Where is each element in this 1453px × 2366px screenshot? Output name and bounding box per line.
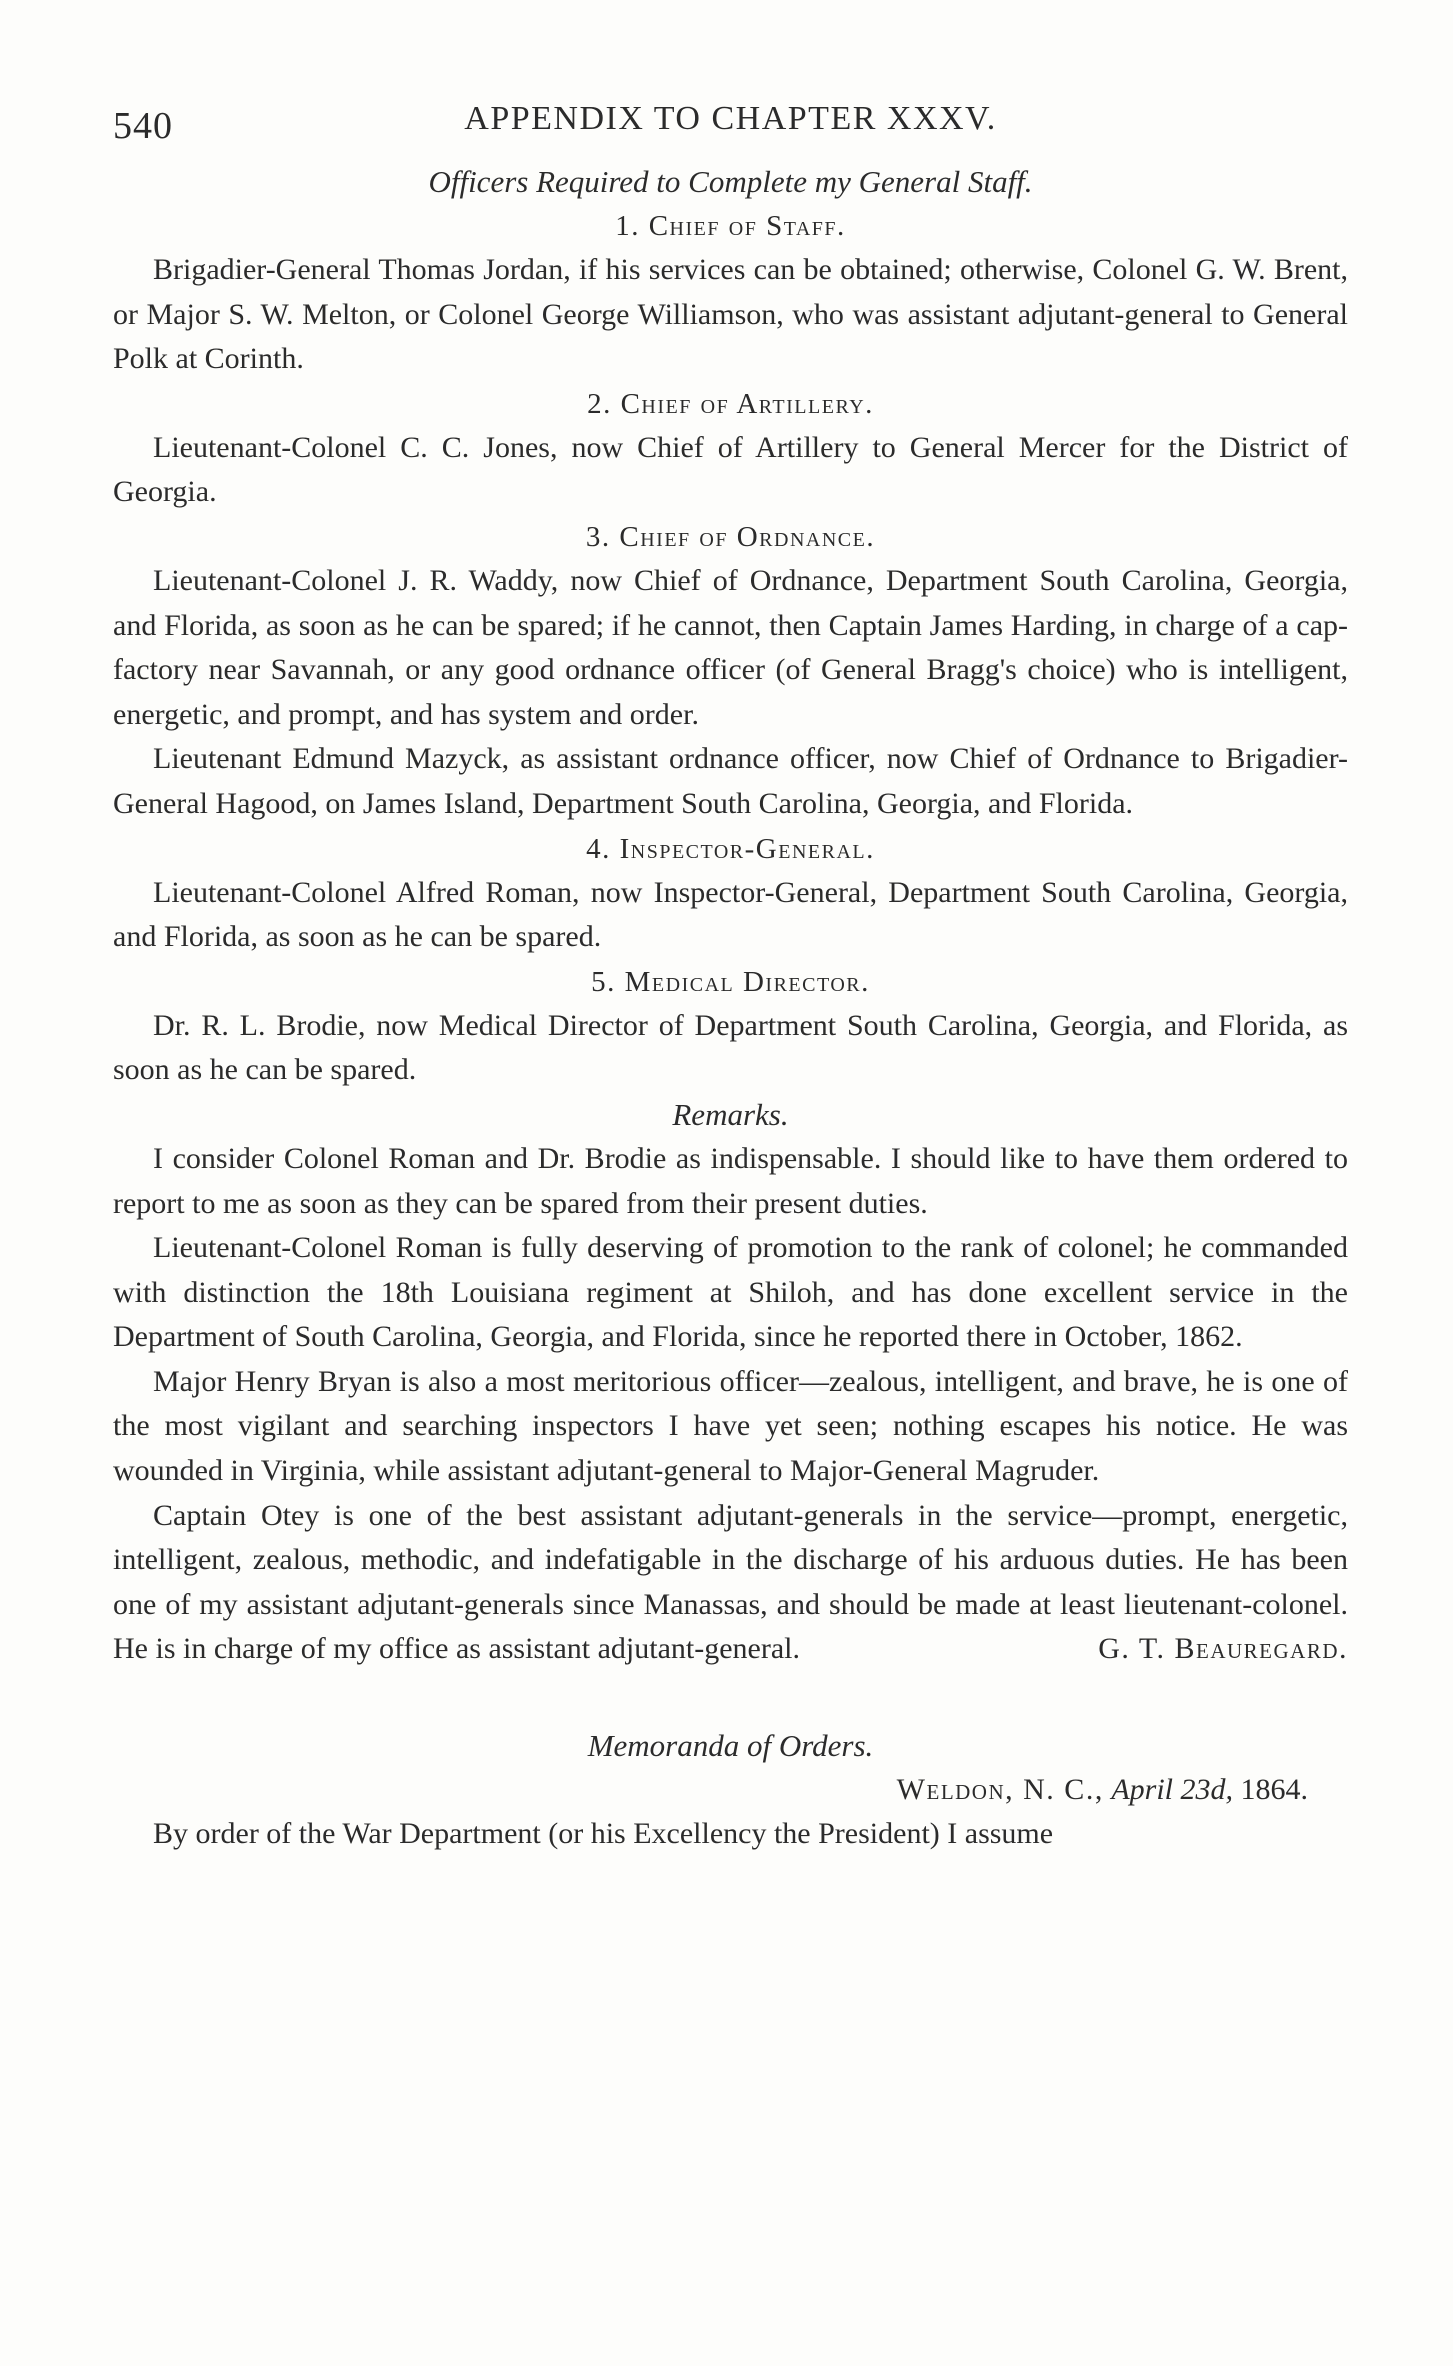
remarks-last-paragraph-text: Captain Otey is one of the best assistant adjutant-generals in the service—prompt, energetic, intelligent, zealous, methodic, and indefatigable in the discharge of his arduous duties. He has been one of my assistant adjutant-generals since Manassas, and should be made at least lieutenant-colonel. He is in charge of my office as assistant adjutant-general. [113,1498,1348,1666]
paragraph-chief-of-artillery: Lieutenant-Colonel C. C. Jones, now Chief of Artillery to General Mercer for the District of Georgia. [113,430,1348,509]
section-heading-inspector-general: 4. Inspector-General. [586,832,875,865]
paragraph-chief-of-staff: Brigadier-General Thomas Jordan, if his services can be obtained; otherwise, Colonel G. W. Brent, or Major S. W. Melton, or Colonel George Williamson, who was assistant adjutant-general to General Polk at Corinth. [113,253,1348,376]
paragraph-medical-director: Dr. R. L. Brodie, now Medical Director of Department South Carolina, Georgia, and Florida, as soon as he can be spared. [113,1008,1348,1087]
document-page [113,90,1348,1857]
dateline-date: April 23d, [1111,1773,1233,1807]
memoranda-title: Memoranda of Orders. [587,1728,874,1764]
staff-title: Officers Required to Complete my General Staff. [428,164,1033,199]
paragraph-inspector-general: Lieutenant-Colonel Alfred Roman, now Inspector-General, Department South Carolina, Georgia, and Florida, as soon as he can be spared. [113,875,1348,954]
remarks-paragraph-signed [113,1494,1348,1672]
signature: G. T. Beauregard. [1098,1632,1348,1666]
dateline [113,1768,1348,1812]
running-title: APPENDIX TO CHAPTER XXXV. [464,100,997,137]
section-heading-chief-of-staff: 1. Chief of Staff. [615,210,846,242]
dateline-place: Weldon, N. C., [896,1773,1104,1807]
remarks-paragraph: Major Henry Bryan is also a most meritorious officer—zealous, intelligent, and brave, he is one of the most vigilant and searching inspectors I have yet seen; nothing escapes his notice. He was wounded in Virginia, while assistant adjutant-general to Major-General Magruder. [113,1364,1348,1488]
section-heading-chief-of-artillery: 2. Chief of Artillery. [587,387,874,420]
section-heading-chief-of-ordnance: 3. Chief of Ordnance. [585,520,876,553]
dateline-year: 1864. [1240,1773,1308,1807]
memoranda-paragraph: By order of the War Department (or his Excellency the President) I assume [153,1817,1054,1851]
remarks-paragraph: I consider Colonel Roman and Dr. Brodie as indispensable. I should like to have them ordered to report to me as soon as they can be spared from their present duties. [113,1141,1348,1220]
section-heading-medical-director: 5. Medical Director. [591,965,870,998]
page-number: 540 [113,105,173,147]
paragraph-chief-of-ordnance: Lieutenant-Colonel J. R. Waddy, now Chief of Ordnance, Department South Carolina, Georgia, and Florida, as soon as he can be spared; if he cannot, then Captain James Harding, in charge of a cap-factory near Savannah, or any good ordnance officer (of General Bragg's choice) who is intelligent, energetic, and prompt, and has system and order. [113,563,1348,731]
remarks-paragraph: Lieutenant-Colonel Roman is fully deserving of promotion to the rank of colonel; he commanded with distinction the 18th Louisiana regiment at Shiloh, and has done excellent service in the Department of South Carolina, Georgia, and Florida, since he reported there in October, 1862. [113,1231,1348,1354]
paragraph-assistant-ordnance: Lieutenant Edmund Mazyck, as assistant ordnance officer, now Chief of Ordnance to Brigadier-General Hagood, on James Island, Department South Carolina, Georgia, and Florida. [113,742,1348,820]
remarks-title: Remarks. [672,1096,789,1132]
page-header [113,90,1348,160]
